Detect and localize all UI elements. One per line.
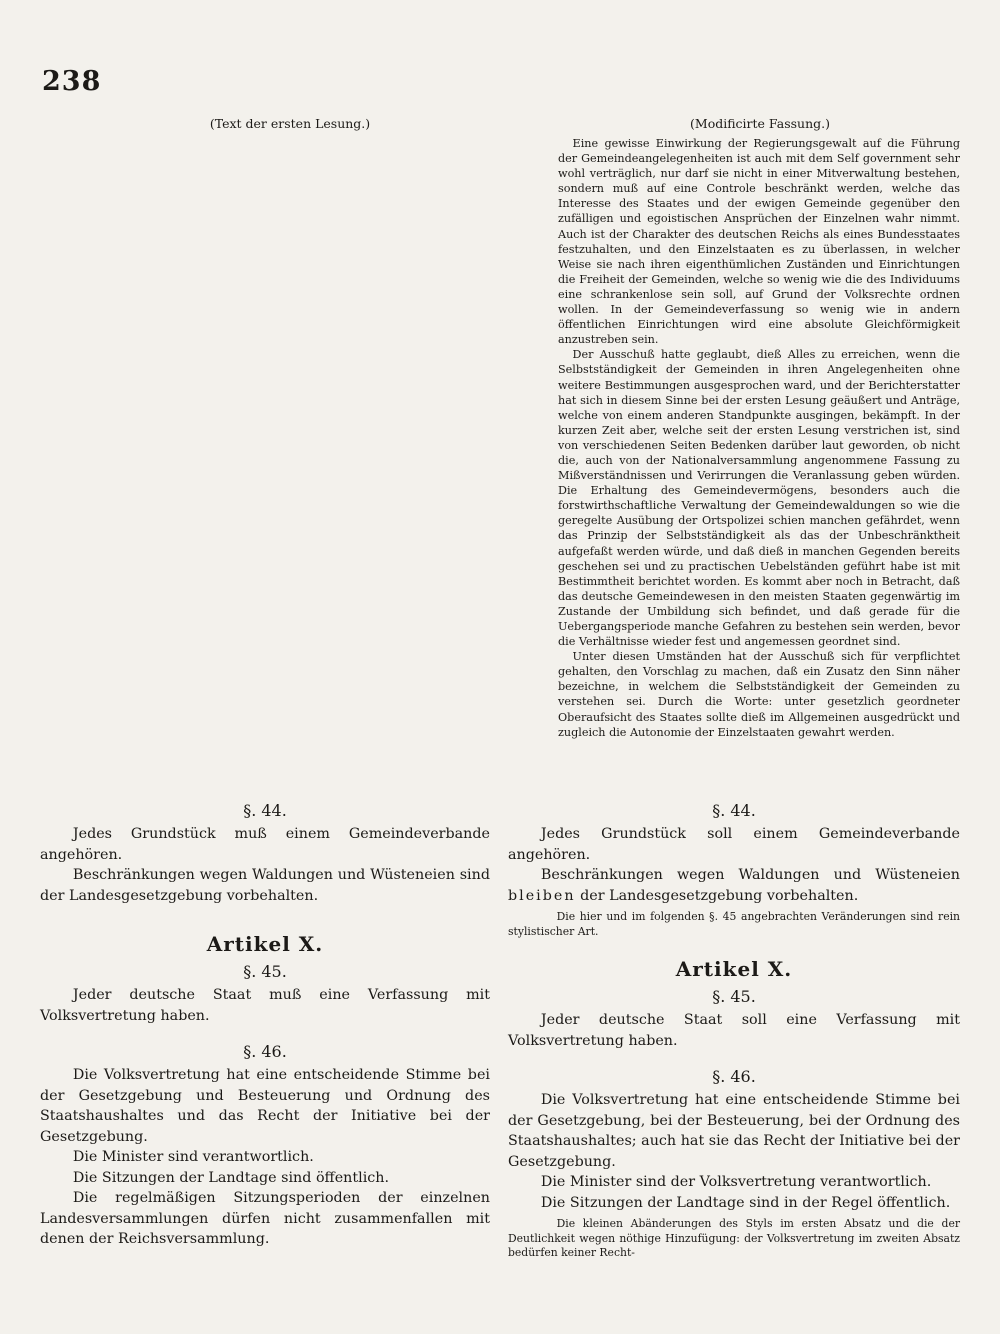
section-paragraph: Jedes Grundstück muß einem Gemeindeverbande angehören. xyxy=(40,826,490,863)
commentary-paragraph: Eine gewisse Einwirkung der Regierungsgewalt auf die Führung der Gemeindeangelegenheiten ist auch mit dem Self government sehr wohl verträglich, nur darf sie nicht in einer Mitverwaltung bestehen, sondern muß auf eine Controle beschränkt werden, welche das Interesse des Staates und der ewigen Gemeinde gegenüber den zufälligen und egoistischen Ansprüchen der Einzelnen wahr nimmt. Auch ist der Charakter des deutschen Reichs als eines Bundesstaates festzuhalten, und den Einzelstaaten es zu überlassen, in welcher Weise sie nach ihren eigenthümlichen Zuständen und Einrichtungen die Freiheit der Gemeinden, welche so wenig wie die des Individuums eine schrankenlose sein soll, auf Grund der Volksrechte ordnen wollen. In der Gemeindeverfassung so wenig wie in andern öffentlichen Einrichtungen wird eine absolute Gleichförmigkeit anzustreben sein. xyxy=(558,137,960,347)
section-heading: §. 44. xyxy=(243,801,287,820)
section-text: der Landesgesetzgebung vorbehalten. xyxy=(580,887,859,904)
footnote: Die hier und im folgenden §. 45 angebrachten Veränderungen sind rein stylistischer Art. xyxy=(508,910,960,938)
section-heading: §. 45. xyxy=(243,962,287,981)
first-reading-column xyxy=(40,795,490,1250)
commentary-paragraph: Der Ausschuß hatte geglaubt, dieß Alles zu erreichen, wenn die Selbstständigkeit der Gemeinden in ihren Angelegenheiten ohne weitere Bestimmungen ausgesprochen ward, und der Berichterstatter hat sich in diesem Sinne bei der ersten Lesung geäußert und Anträge, welche von einem anderen Standpunkte ausgingen, bekämpft. In der kurzen Zeit aber, welche seit der ersten Lesung verstrichen ist, sind von verschiedenen Seiten Bedenken darüber laut geworden, ob nicht die, auch von der Nationalversammlung angenommene Fassung zu Mißverständnissen und Verirrungen die Veranlassung geben würden. Die Erhaltung des Gemeindevermögens, besonders auch die forstwirthschaftliche Verwaltung der Gemeindewaldungen so wie die geregelte Ausübung der Ortspolizei schien manchen gefährdet, wenn das Prinzip der Selbstständigkeit als das der Unbeschränktheit aufgefaßt werden würde, und daß dieß in manchen Gegenden bereits geschehen sei und zu practischen Uebelständen geführt habe ist mit Bestimmtheit berichtet worden. Es kommt aber noch in Betracht, daß das deutsche Gemeindewesen in den meisten Staaten gegenwärtig im Zustande der Umbildung sich befindet, und daß gerade für die Uebergangsperiode manche Gefahren zu bestehen sein werden, bevor die Verhältnisse wieder fest und angemessen geordnet sind. xyxy=(558,348,960,649)
section-paragraph: Die Sitzungen der Landtage sind in der Regel öffentlich. xyxy=(540,1194,951,1211)
commentary-block xyxy=(558,136,960,740)
right-column-header: (Modificirte Fassung.) xyxy=(690,116,830,131)
section-paragraph: Jeder deutsche Staat muß eine Verfassung mit Volksvertretung haben. xyxy=(40,987,490,1024)
section-paragraph xyxy=(508,865,960,906)
left-column-header: (Text der ersten Lesung.) xyxy=(209,116,371,131)
section-paragraph: Die regelmäßigen Sitzungsperioden der einzelnen Landesversammlungen dürfen nicht zusammenfallen mit denen der Reichsversammlung. xyxy=(40,1190,490,1247)
section-heading: §. 46. xyxy=(243,1042,287,1061)
section-paragraph: Die Sitzungen der Landtage sind öffentlich. xyxy=(72,1169,390,1186)
footnote: Die kleinen Abänderungen des Styls im ersten Absatz und die der Deutlichkeit wegen nöthige Hinzufügung: der Volksvertretung im zweiten Absatz bedürfen keiner Recht- xyxy=(508,1217,960,1259)
section-heading: §. 44. xyxy=(712,801,756,820)
section-paragraph: Die Volksvertretung hat eine entscheidende Stimme bei der Gesetzgebung und Besteuerung und Ordnung des Staatshaushaltes und das Recht der Initiative bei der Gesetzgebung. xyxy=(40,1067,490,1145)
section-paragraph: Die Minister sind der Volksvertretung verantwortlich. xyxy=(540,1174,932,1190)
emphasized-text: bleiben xyxy=(508,887,576,904)
article-heading: Artikel X. xyxy=(206,932,324,956)
modified-version-column xyxy=(508,795,960,1261)
section-paragraph: Jedes Grundstück soll einem Gemeindeverbande angehören. xyxy=(508,826,960,863)
section-paragraph: Die Minister sind verantwortlich. xyxy=(72,1149,314,1165)
section-heading: §. 45. xyxy=(712,987,756,1006)
section-heading: §. 46. xyxy=(712,1067,756,1086)
commentary-paragraph: Unter diesen Umständen hat der Ausschuß sich für verpflichtet gehalten, den Vorschlag zu machen, daß ein Zusatz den Sinn näher bezeichne, in welchem die Selbstständigkeit der Gemeinden zu verstehen sei. Durch die Worte: unter gesetzlich geordneter Oberaufsicht des Staates sollte dieß im Allgemeinen ausgedrückt und zugleich die Autonomie der Einzelstaaten gewahrt werden. xyxy=(558,650,960,739)
section-paragraph: Jeder deutsche Staat soll eine Verfassung mit Volksvertretung haben. xyxy=(508,1012,960,1049)
section-paragraph: Die Volksvertretung hat eine entscheidende Stimme bei der Gesetzgebung, bei der Besteuerung, bei der Ordnung des Staatshaushaltes; auch hat sie das Recht der Initiative bei der Gesetzgebung. xyxy=(508,1092,960,1170)
article-heading: Artikel X. xyxy=(675,957,793,981)
section-paragraph: Beschränkungen wegen Waldungen und Wüsteneien sind der Landesgesetzgebung vorbehalten. xyxy=(40,867,490,904)
section-text: Beschränkungen wegen Waldungen und Wüsteneien xyxy=(540,867,960,883)
page-number: 238 xyxy=(42,66,102,97)
